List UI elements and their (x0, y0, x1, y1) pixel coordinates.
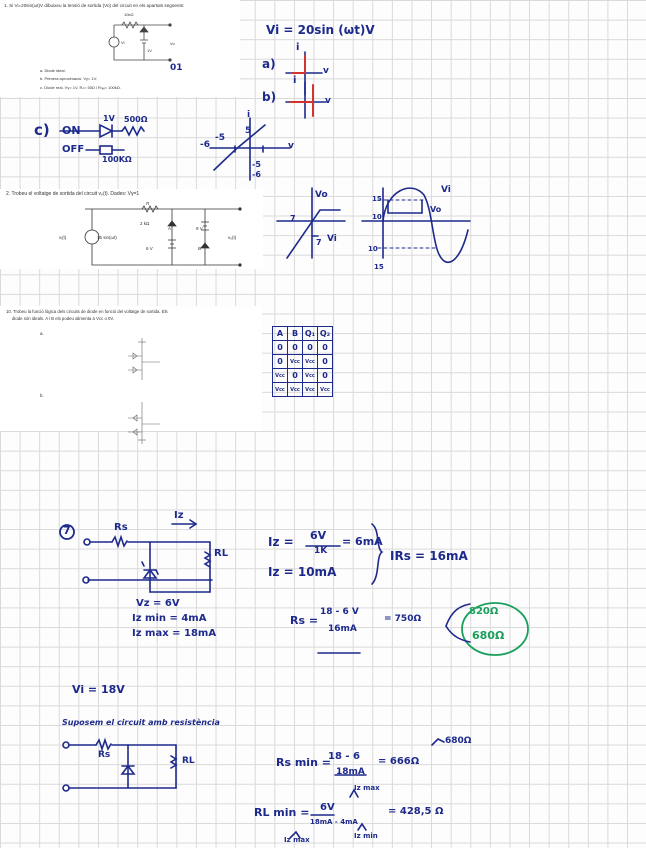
ex1-output-label: Vo (170, 41, 175, 46)
hw-1v: 1V (103, 114, 115, 123)
hw-mid-vi: Vi (327, 234, 337, 244)
hw-off: OFF (62, 144, 85, 155)
cell: 0 (288, 369, 303, 383)
cell: 0 (318, 369, 333, 383)
hw-rs-eq-lhs: Rs = (290, 614, 319, 627)
hw-rl2: RL (182, 756, 195, 766)
truth-table-row (273, 355, 333, 369)
hw-rs2: Rs (98, 750, 111, 760)
hw-top-graphs (60, 52, 326, 180)
ex2-batt2: 6 V (146, 246, 153, 251)
hw-eq-iz-num: 6V (310, 529, 327, 542)
th-a: A (273, 327, 288, 341)
hw-rsmin-num: 18 - 6 (328, 751, 360, 762)
hw-wave-vo: Vo (430, 205, 442, 214)
hw-part-c: c) (34, 121, 50, 139)
ex2-batt1: 9 V (196, 226, 203, 231)
cell: Vcc (273, 369, 288, 383)
hw-v-a: v (323, 66, 329, 76)
hw-rlmin-lhs: RL min = (254, 806, 310, 819)
hw-axis-v: v (288, 141, 294, 151)
hw-vi-18v: Vi = 18V (72, 683, 125, 696)
hw-ex7-iz-top: Iz (174, 510, 184, 521)
ex10-label-b: b. (40, 393, 44, 398)
cell: 0 (288, 341, 303, 355)
ex2-r-value: 2 kΩ (140, 221, 150, 226)
hw-mid-seven: 7 (290, 214, 296, 223)
truth-table-row (273, 383, 333, 397)
hw-neg5b: -5 (252, 160, 261, 169)
hw-eq-iz-den: 1K (314, 546, 328, 556)
ex2-circuit (85, 206, 241, 266)
hw-ex7-number: 7 (63, 524, 71, 537)
exercise-2-prompt: 2. Trobeu el voltatge de sortida del circuit vₒ(t). Dades: Vγ=1 (6, 191, 140, 197)
truth-table-row (273, 341, 333, 355)
ex2-vo: vₒ(t) (228, 235, 237, 240)
ex10-circuit-a (128, 338, 160, 380)
hw-vi-formula: Vi = 20sin (ωt)V (266, 23, 375, 37)
hw-suppose: Suposem el circuit amb resistència (62, 718, 220, 727)
hw-ex7-circuit (60, 520, 528, 655)
hw-100k: 100KΩ (102, 155, 132, 164)
truth-table-row (273, 369, 333, 383)
cell: 0 (318, 341, 333, 355)
hw-eq-iz-res: = 6mA (342, 535, 383, 548)
hw-eq-iz2: Iz = 10mA (268, 565, 337, 579)
th-q1: Q₁ (303, 327, 318, 341)
hw-rlmin-num: 6V (320, 802, 335, 813)
hw-circled-680: 680Ω (472, 629, 505, 642)
cell: 0 (273, 341, 288, 355)
hw-wave-vi: Vi (441, 185, 451, 195)
hw-rs-eq-res: = 750Ω (384, 614, 422, 624)
cell: Vcc (303, 383, 318, 397)
hw-circled-820: 820Ω (469, 606, 499, 617)
cell: Vcc (288, 355, 303, 369)
hw-rsmin-den: 18mA (336, 767, 365, 777)
ex1-source-label: Vi (121, 40, 125, 45)
ex10-circuit-b (128, 402, 160, 444)
hw-i-a: i (296, 42, 300, 53)
cell: Vcc (273, 383, 288, 397)
cell: 0 (318, 355, 333, 369)
hw-rsmin-680: 680Ω (445, 736, 472, 746)
hw-neg6: -6 (200, 140, 210, 150)
hw-mid-tick7: 7 (316, 238, 322, 247)
hw-label-01: 01 (170, 63, 183, 73)
hw-part-b: b) (262, 90, 277, 104)
ex1-option-c: c. Diode real. Vγ= 1V, Rₙ= 50Ω i Rᵣₑᵥ= 100kΩ. (40, 85, 121, 90)
hw-irs: IRs = 16mA (390, 549, 468, 563)
cell: 0 (273, 355, 288, 369)
hw-500ohm: 500Ω (124, 115, 148, 124)
hw-bottom-note2: Iz min (354, 832, 378, 840)
hw-bottom-circuit (63, 739, 444, 838)
ex10-label-a: a. (40, 331, 44, 336)
truth-table-header (273, 327, 333, 341)
hw-ex7-vz: Vz = 6V (136, 598, 180, 609)
hw-rs-eq-den: 16mA (328, 624, 357, 634)
th-b: B (288, 327, 303, 341)
hw-y15: 15 (372, 195, 382, 203)
ex1-battery-label: 1V (147, 48, 152, 53)
exercise-10-prompt-1: 10. Trobeu la funció lògica dels circuits de diode en funció del voltatge de sortida. Els (6, 309, 168, 314)
hw-v-b: v (325, 96, 331, 106)
ex1-option-b: b. Primera aproximació. Vγ= 1V. (40, 76, 98, 81)
ex2-diode-b: B (198, 246, 202, 251)
hw-rlmin-den: 18mA - 4mA (310, 818, 358, 826)
cell: Vcc (318, 383, 333, 397)
truth-table (272, 326, 333, 397)
hw-y15n: 15 (374, 263, 384, 271)
hw-ex7-izmax: Iz max = 18mA (132, 628, 217, 639)
hw-y10: 10 (372, 213, 382, 221)
cell: Vcc (288, 383, 303, 397)
cell: Vcc (303, 369, 318, 383)
cell: 0 (303, 341, 318, 355)
hw-rlmin-res: = 428,5 Ω (388, 806, 444, 817)
th-q2: Q₂ (318, 327, 333, 341)
ex1-option-a: a. Diode ideal. (40, 68, 66, 73)
ex2-vi: vᵢ(t) (59, 235, 67, 240)
hw-rsmin-lhs: Rs min = (276, 756, 331, 769)
hw-part-a: a) (262, 57, 276, 71)
hw-bottom-note1: Iz max (284, 836, 310, 844)
hw-pos5: 5 (245, 126, 252, 136)
hw-neg6b: -6 (252, 170, 261, 179)
hw-mid-vo: Vo (315, 190, 328, 200)
hw-rs-eq-num: 18 - 6 V (320, 607, 359, 617)
ex1-circuit (109, 22, 171, 61)
hw-ex7-rs: Rs (114, 522, 128, 533)
hw-ex7-rl: RL (214, 548, 229, 559)
exercise-10-prompt-2: diode són ideals. A i B els podeu alimenta a Vcc o 0V. (12, 316, 115, 321)
hw-eq-iz-lhs: Iz = (268, 535, 294, 549)
hw-neg5: -5 (215, 133, 225, 143)
exercise-1-prompt: 1. Si Vi=20sin(ωt)V dibuixeu la tensió de sortida (Vo) del circuit en els apartats següents: (4, 3, 185, 8)
cell: Vcc (303, 355, 318, 369)
ex2-r-label: R (146, 201, 150, 206)
hw-on: ON (62, 124, 81, 137)
ex2-diode-a: A (168, 226, 172, 231)
ex2-source: 15 sin(ωt) (97, 235, 117, 240)
hw-rsmin-res: = 666Ω (378, 756, 420, 767)
hw-rsmin-note: Iz max (354, 784, 380, 792)
hw-i-b: i (293, 75, 297, 86)
hw-y10n: 10 (368, 245, 378, 253)
hw-ex7-izmin: Iz min = 4mA (132, 613, 207, 624)
hw-axis-i: i (247, 110, 251, 120)
ex1-resistor-label: 10kΩ (124, 12, 134, 17)
